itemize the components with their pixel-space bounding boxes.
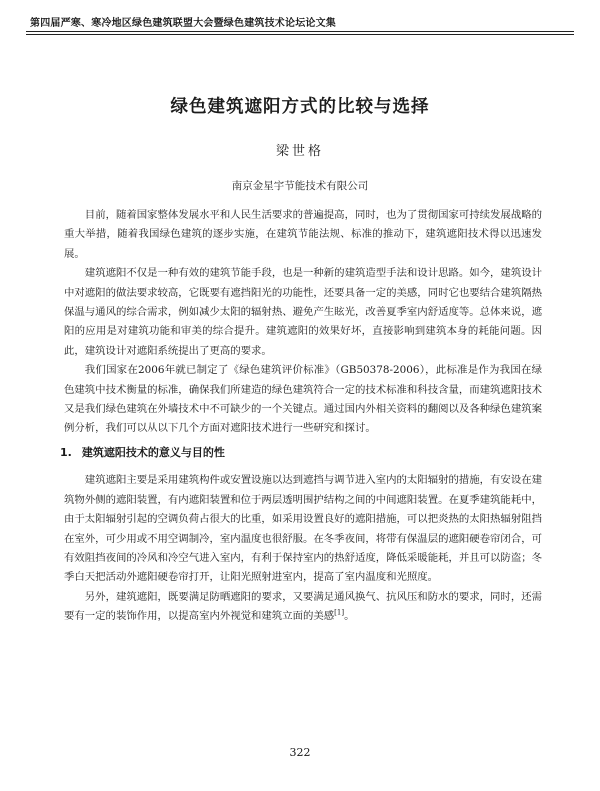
- paper-title: 绿色建筑遮阳方式的比较与选择: [170, 97, 430, 117]
- intro-paragraph-3: 我们国家在2006年就已制定了《绿色建筑评价标准》（GB50378-2006），此标准是作为我国在绿色建筑中技术衡量的标准，确保我们所建造的绿色建筑符合一定的技术标准和科技含量，而建筑遮阳技术又是我们绿色建筑在外墙技术中不可缺少的一个关键点。通过国内外相关资料的翻阅以及各种绿色建筑案例分析，我们可以从以下几个方面对遮阳技术进行一些研究和探讨。: [64, 364, 542, 435]
- intro-paragraph-1: 目前，随着国家整体发展水平和人民生活要求的普遍提高，同时，也为了贯彻国家可持续发展战略的重大举措，随着我国绿色建筑的逐步实施，在建筑节能法规、标准的推动下，建筑遮阳技术得以迅速发展。: [64, 209, 542, 260]
- section-1-heading: [60, 443, 542, 462]
- article-body: [60, 206, 542, 627]
- section-1-paragraph-2-text: 另外，建筑遮阳，既要满足防晒遮阳的要求，又要满足通风换气、抗风压和防水的要求，同时，还需要有一定的装饰作用，以提高室内外视觉和建筑立面的美感: [64, 590, 542, 623]
- section-1-title: 建筑遮阳技术的意义与目的性: [81, 445, 225, 459]
- section-1-paragraph-2-end: 。: [344, 610, 355, 623]
- section-1-paragraph-2: [64, 588, 542, 627]
- author-affiliation: 南京金星宇节能技术有限公司: [231, 180, 369, 192]
- page-number: 322: [289, 746, 311, 759]
- author-name: 梁世格: [275, 144, 324, 159]
- header-rule-bottom: [26, 34, 574, 35]
- header-rule-top: [26, 31, 574, 32]
- citation-ref-1: [1]: [334, 608, 345, 617]
- section-1-number: 1.: [60, 445, 72, 459]
- intro-paragraph-2: 建筑遮阳不仅是一种有效的建筑节能手段，也是一种新的建筑造型手法和设计思路。如今，建筑设计中对遮阳的做法要求较高，它既要有遮挡阳光的功能性，还要具备一定的美感，同时它也要结合建筑隔热保温与通风的综合需求，例如减少太阳的辐射热、避免产生眩光，改善夏季室内舒适度等。总体来说，遮阳的应用是对建筑功能和审美的综合提升。建筑遮阳的效果好坏，直接影响到建筑本身的耗能问题。因此，建筑设计对遮阳系统提出了更高的要求。: [64, 267, 542, 357]
- section-1-paragraph-1: 建筑遮阳主要是采用建筑构件或安置设施以达到遮挡与调节进入室内的太阳辐射的措施，有安设在建筑物外侧的遮阳装置，有内遮阳装置和位于两层透明围护结构之间的中间遮阳装置。在夏季建筑能耗中，由于太阳辐射引起的空调负荷占很大的比重，如采用设置良好的遮阳措施，可以把炎热的太阳热辐射阻挡在室外，可少用或不用空调制冷，室内温度也很舒服。在冬季夜间，将带有保温层的遮阳硬卷帘闭合，可有效阻挡夜间的冷风和冷空气进入室内，有利于保持室内的热舒适度，降低采暖能耗，并且可以防盗；冬季白天把活动外遮阳硬卷帘打开，让阳光照射进室内，提高了室内温度和光照度。: [64, 474, 542, 584]
- running-header: 第四届严寒、寒冷地区绿色建筑联盟大会暨绿色建筑技术论坛论文集: [30, 18, 336, 29]
